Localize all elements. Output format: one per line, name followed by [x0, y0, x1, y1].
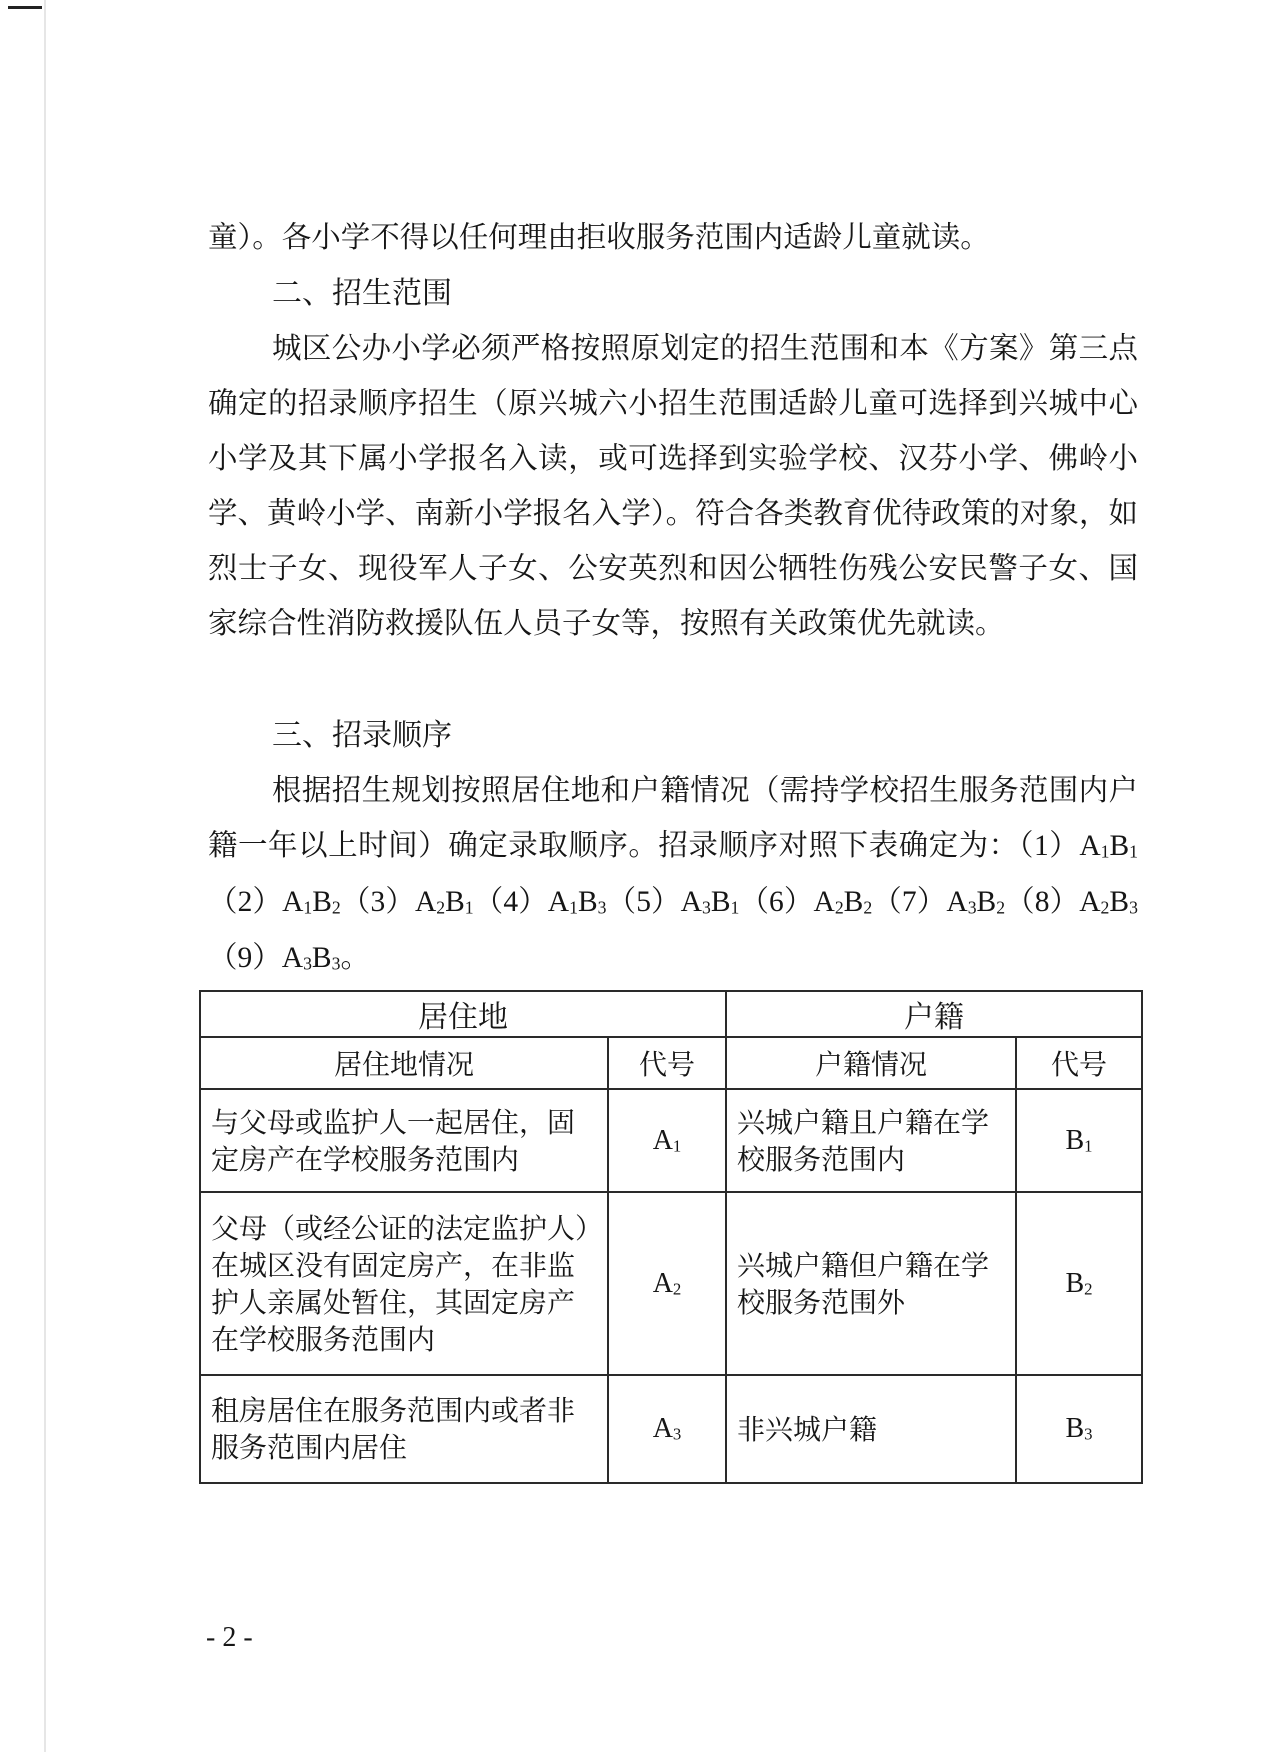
enrollment-order-table — [199, 990, 1143, 1484]
huji-code-cell: $B_3$ — [1016, 1375, 1142, 1483]
residence-group-header: 居住地 — [200, 991, 726, 1037]
residence-code-cell: $A_3$ — [608, 1375, 726, 1483]
huji-situation-cell: 兴城户籍且户籍在学校服务范围内 — [726, 1089, 1016, 1192]
order-intro-text: 根据招生规划按照居住地和户籍情况（需持学校招生服务范围内户籍一年以上时间）确定录取顺序。招录顺序对照下表确定为： — [208, 773, 1138, 862]
scan-corner-mark — [8, 6, 42, 9]
huji-situation-header: 户籍情况 — [726, 1037, 1016, 1089]
residence-code-cell: $A_2$ — [608, 1192, 726, 1375]
continuation-paragraph: 童）。各小学不得以任何理由拒收服务范围内适龄儿童就读。 — [208, 220, 990, 254]
enrollment-order-paragraph — [208, 763, 1138, 986]
order-item: $(1)A_1B_1$ — [1018, 830, 1138, 862]
order-item: $(2)A_1B_2$ — [208, 886, 341, 918]
order-item: $(7)A_3B_2$ — [872, 886, 1006, 918]
section-heading-enrollment-scope: 二、招生范围 — [272, 276, 452, 311]
huji-code-cell: $B_1$ — [1016, 1089, 1142, 1192]
residence-situation-cell: 与父母或监护人一起居住，固定房产在学校服务范围内 — [200, 1089, 608, 1192]
residence-situation-cell: 租房居住在服务范围内或者非服务范围内居住 — [200, 1375, 608, 1483]
residence-situation-cell: 父母（或经公证的法定监护人）在城区没有固定房产，在非监护人亲属处暂住，其固定房产在学校服务范围内 — [200, 1192, 608, 1375]
residence-code-cell: $A_1$ — [608, 1089, 726, 1192]
section-heading-enrollment-order: 三、招录顺序 — [272, 718, 452, 753]
huji-group-header: 户籍 — [726, 991, 1142, 1037]
enrollment-scope-paragraph: 城区公办小学必须严格按照原划定的招生范围和本《方案》第三点确定的招录顺序招生（原兴城六小招生范围适龄儿童可选择到兴城中心小学及其下属小学报名入读，或可选择到实验学校、汉芬小学、佛岭小学、黄岭小学、南新小学报名入学）。符合各类教育优待政策的对象，如烈士子女、现役军人子女、公安英烈和因公牺牲伤残公安民警子女、国家综合性消防救援队伍人员子女等，按照有关政策优先就读。 — [208, 331, 1138, 640]
order-item: $(6)A_2B_2$ — [739, 886, 873, 918]
huji-situation-cell: 兴城户籍但户籍在学校服务范围外 — [726, 1192, 1016, 1375]
order-item: $(9)A_3B_3$ — [208, 942, 341, 974]
page-number: - 2 - — [206, 1622, 253, 1653]
order-item: $(5)A_3B_1$ — [606, 886, 740, 918]
table-row — [200, 1375, 1142, 1483]
table-row — [200, 1089, 1142, 1192]
residence-situation-header: 居住地情况 — [200, 1037, 608, 1089]
residence-code-header: 代号 — [608, 1037, 726, 1089]
order-item: $(3)A_2B_1$ — [340, 886, 474, 918]
huji-situation-cell: 非兴城户籍 — [726, 1375, 1016, 1483]
huji-code-header: 代号 — [1016, 1037, 1142, 1089]
huji-code-cell: $B_2$ — [1016, 1192, 1142, 1375]
table-row — [200, 1192, 1142, 1375]
scan-left-edge — [44, 0, 46, 1752]
order-item: $(4)A_1B_3$ — [473, 886, 607, 918]
order-item: $(8)A_2B_3$ — [1005, 886, 1138, 918]
order-sequence: $(1)A_1B_1(2)A_1B_2(3)A_2B_1(4)A_1B_3(5)A_3B_1(6)A_2B_2(7)A_3B_2(8)A_2B_3(9)A_3B_3$。 — [208, 830, 1138, 974]
